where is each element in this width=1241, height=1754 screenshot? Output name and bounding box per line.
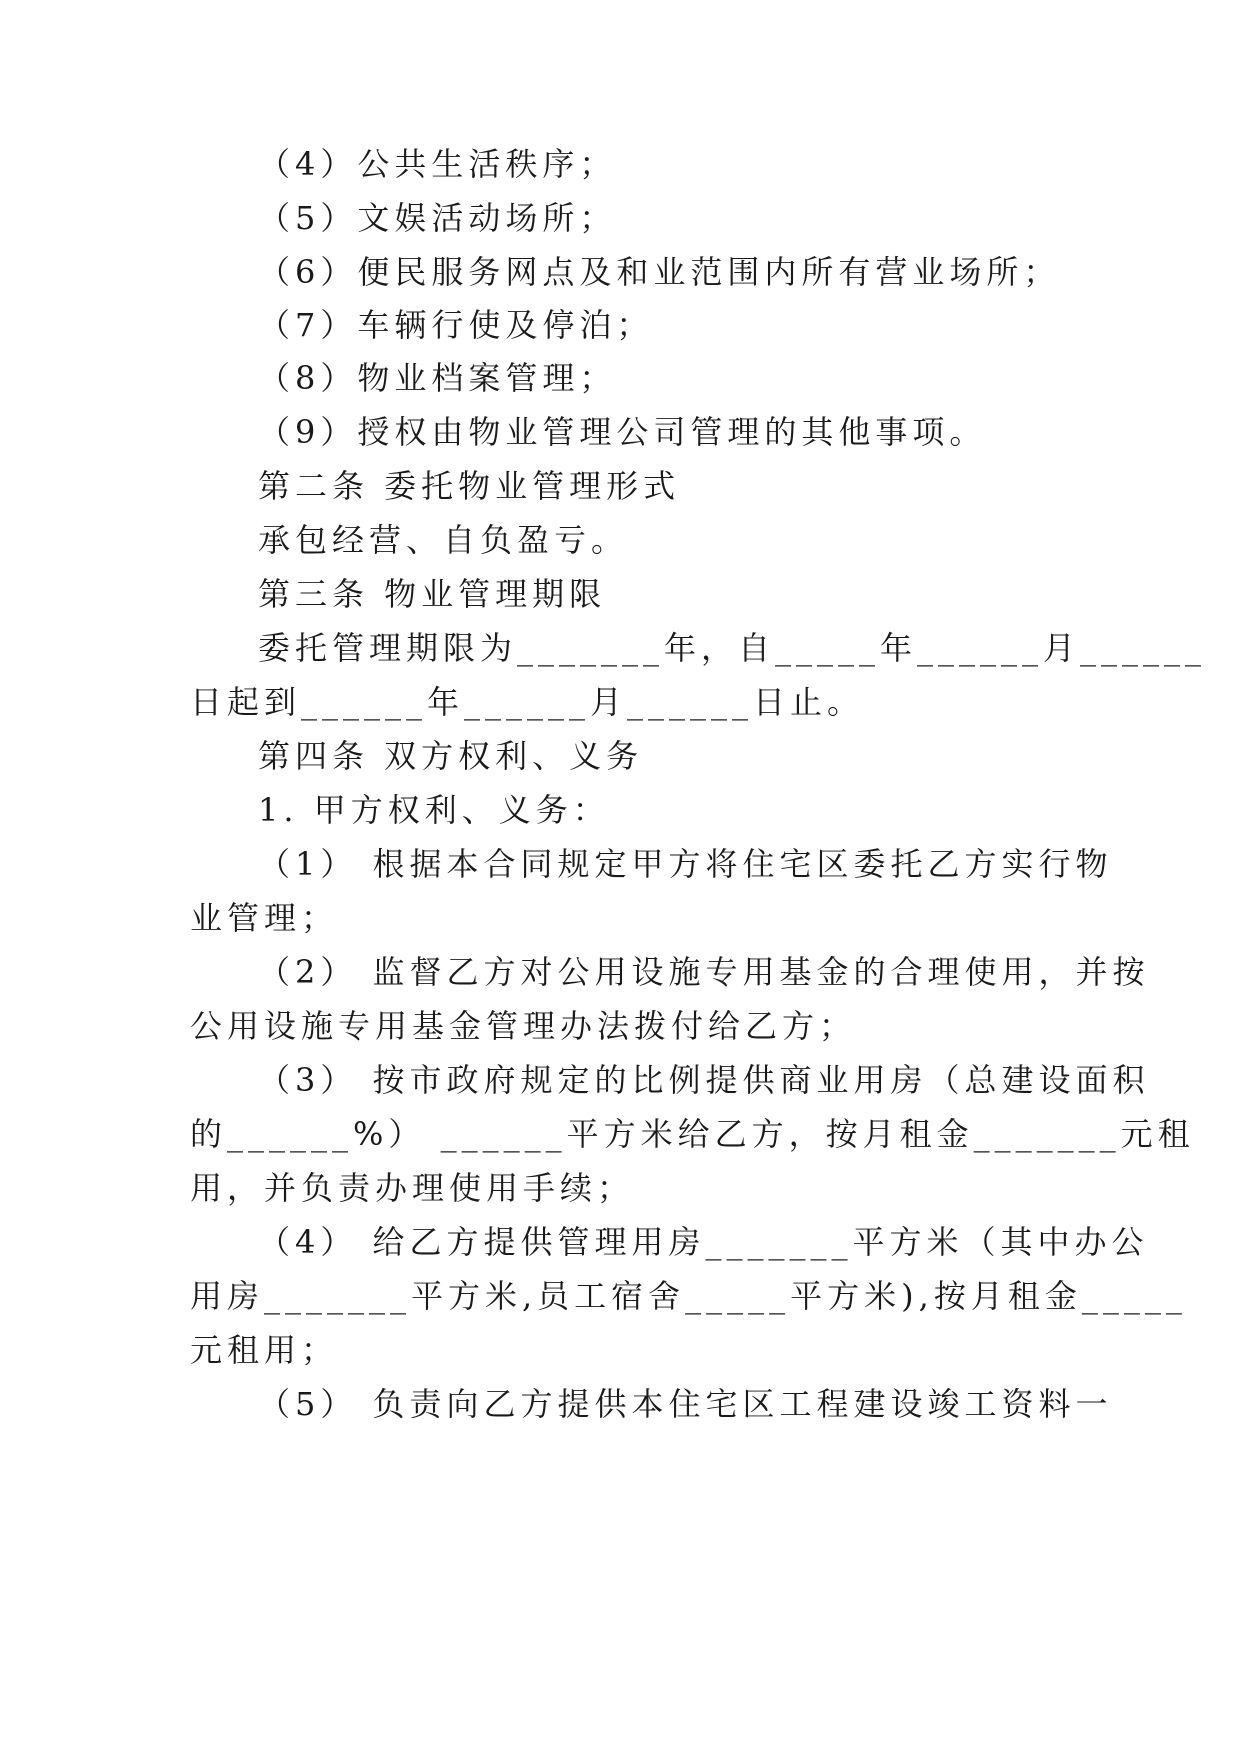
party-a-item-3: （3） 按市政府规定的比例提供商业用房（总建设面积 [258,1061,1150,1099]
article-3-heading: 第三条 物业管理期限 [258,575,607,613]
party-a-heading: 1. 甲方权利、义务： [258,791,610,829]
party-a-item-2-cont: 公用设施专用基金管理办法拨付给乙方； [190,1007,857,1045]
party-a-item-3-cont-1: 的______%） ______平方米给乙方，按月租金_______元租 [190,1115,1195,1153]
party-a-item-2: （2） 监督乙方对公用设施专用基金的合理使用，并按 [258,953,1150,991]
article-4-heading: 第四条 双方权利、义务 [258,737,644,775]
article-2-heading: 第二条 委托物业管理形式 [258,467,681,505]
party-a-item-3-cont-2: 用，并负责办理使用手续； [190,1169,635,1207]
party-a-item-5: （5） 负责向乙方提供本住宅区工程建设竣工资料一 [258,1385,1113,1423]
term-line-1: 委托管理期限为_______年，自_____年______月______ [258,629,1207,667]
list-item-9: （9）授权由物业管理公司管理的其他事项。 [258,413,987,451]
term-line-2: 日起到______年______月______日止。 [190,683,865,721]
list-item-7: （7）车辆行使及停泊； [258,306,654,344]
list-item-8: （8）物业档案管理； [258,359,617,397]
article-2-text: 承包经营、自负盈亏。 [258,521,629,559]
list-item-6: （6）便民服务网点及和业范围内所有营业场所； [258,253,1061,291]
list-item-4: （4）公共生活秩序； [258,145,617,183]
party-a-item-4: （4） 给乙方提供管理用房_______平方米（其中办公 [258,1223,1149,1261]
party-a-item-1: （1） 根据本合同规定甲方将住宅区委托乙方实行物 [258,845,1113,883]
party-a-item-1-cont: 业管理； [190,899,339,937]
party-a-item-4-cont-1: 用房_______平方米,员工宿舍_____平方米),按月租金_____ [190,1277,1187,1315]
list-item-5: （5）文娱活动场所； [258,199,617,237]
party-a-item-4-cont-2: 元租用； [190,1331,339,1369]
